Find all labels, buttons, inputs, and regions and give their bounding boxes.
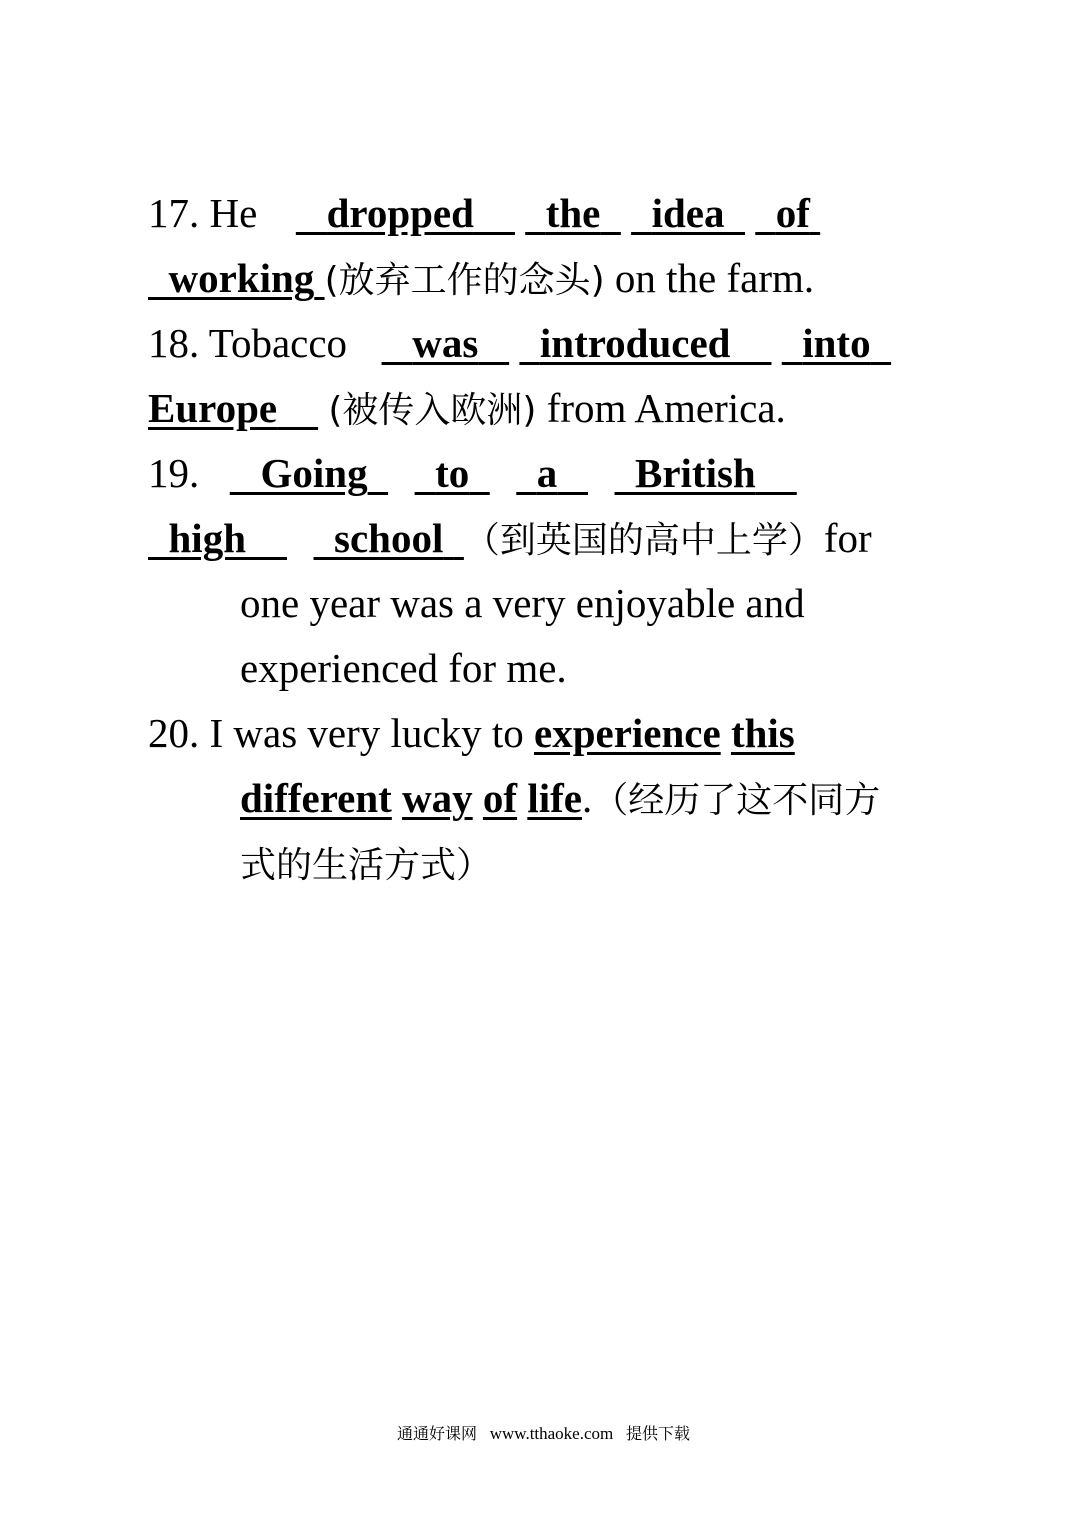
q19-answer-5: high [168, 515, 246, 561]
q19-line-2 [148, 513, 872, 563]
footer-note: 提供下载 [626, 1424, 691, 1443]
q18-answer-1: was [412, 320, 479, 366]
q19-answer-1: Going [260, 450, 368, 496]
q20-answer-5: of [482, 775, 518, 821]
q19-answer-4: British [635, 450, 756, 496]
q20-answer-6: life [527, 775, 582, 821]
q19-line-3 [240, 578, 805, 628]
q17-answer-4: of [775, 190, 810, 236]
footer-url: www.tthaoke.com [489, 1424, 614, 1443]
q17-lead: He [209, 190, 258, 236]
q19-line-1 [148, 448, 797, 498]
q20-answer-1: experience [534, 710, 721, 756]
q17-line-1 [148, 188, 820, 238]
q20-number: 20. [148, 710, 200, 756]
q20-lead: I was very lucky to [209, 710, 524, 756]
q19-number: 19. [148, 450, 200, 496]
q20-period: . [581, 775, 593, 821]
q20-hint-part-2: 式的生活方式） [240, 845, 493, 886]
footer-site-name: 通通好课网 [396, 1424, 477, 1443]
q19-hint: （到英国的高中上学） [463, 520, 824, 561]
page-footer [0, 1422, 1087, 1446]
q19-underscore [454, 513, 464, 563]
q19-answer-6: school [334, 515, 444, 561]
q19-tail: for [823, 515, 872, 561]
q19-continuation-1: one year was a very enjoyable and [240, 580, 805, 626]
q19-answer-3: a [536, 450, 558, 496]
q18-answer-2: introduced [539, 320, 731, 366]
q17-tail: on the farm. [614, 255, 815, 301]
q20-answer-3: different [240, 775, 392, 821]
q17-answer-3: idea [651, 190, 725, 236]
q20-line-2 [240, 773, 880, 823]
q20-hint-part-1: （经历了这不同方 [592, 780, 881, 821]
q17-answer-1: dropped [326, 190, 474, 236]
q17-answer-2: the [545, 190, 601, 236]
q17-line-2 [148, 253, 814, 303]
q18-answer-3: into [802, 320, 871, 366]
q17-hint: (放弃工作的念头) [324, 260, 605, 301]
q19-continuation-2: experienced for me. [240, 645, 567, 691]
q18-line-1 [148, 318, 891, 368]
q19-answer-2: to [435, 450, 470, 496]
q17-answer-5: working [168, 255, 315, 301]
q20-line-1 [148, 708, 795, 758]
q20-answer-4: way [402, 775, 473, 821]
q19-line-4 [240, 643, 567, 693]
q18-number: 18. [148, 320, 200, 366]
q18-hint: (被传入欧洲) [328, 390, 537, 431]
q18-lead: Tobacco [208, 320, 348, 366]
q18-answer-4: Europe [148, 385, 278, 431]
q18-line-2 [148, 383, 786, 433]
q17-number: 17. [148, 190, 200, 236]
q18-tail: from America. [546, 385, 786, 431]
q20-line-3 [240, 838, 492, 888]
q20-answer-2: this [730, 710, 795, 756]
